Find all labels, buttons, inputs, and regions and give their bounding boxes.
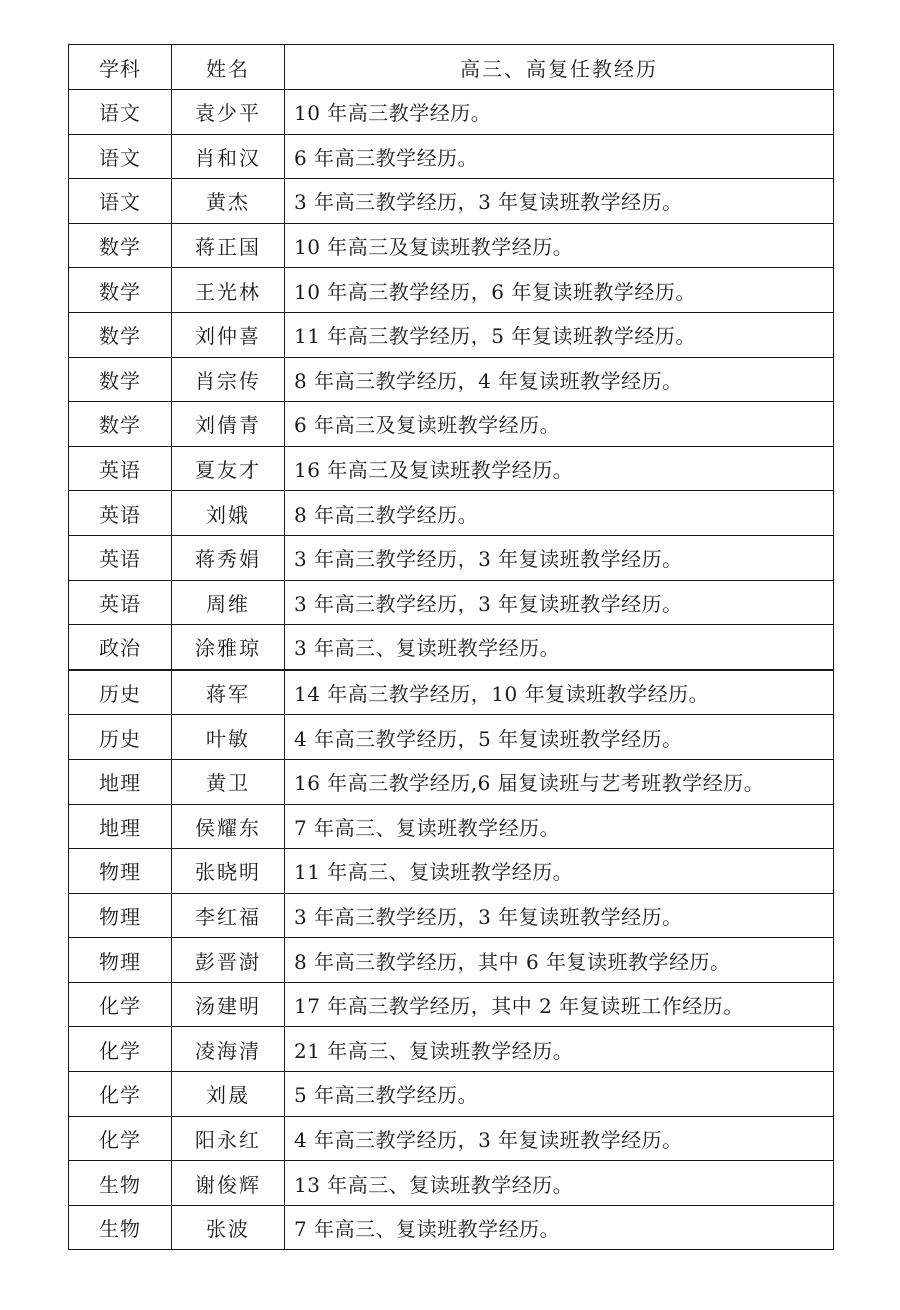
table-row — [69, 134, 834, 179]
cell-name: 袁少平 — [172, 90, 285, 135]
header-row — [69, 45, 834, 90]
table-row — [69, 938, 834, 983]
table-row — [69, 982, 834, 1027]
cell-name: 黄卫 — [172, 759, 285, 804]
cell-name: 刘晟 — [172, 1072, 285, 1117]
cell-subject: 语文 — [69, 179, 172, 224]
cell-subject: 语文 — [69, 90, 172, 135]
cell-experience: 14 年高三教学经历，10 年复读班教学经历。 — [285, 670, 834, 715]
cell-experience: 8 年高三教学经历。 — [285, 491, 834, 536]
table-row — [69, 625, 834, 670]
cell-name: 侯耀东 — [172, 804, 285, 849]
table-row — [69, 1027, 834, 1072]
table-row — [69, 223, 834, 268]
cell-subject: 物理 — [69, 938, 172, 983]
cell-subject: 化学 — [69, 1072, 172, 1117]
cell-experience: 4 年高三教学经历，5 年复读班教学经历。 — [285, 715, 834, 760]
cell-name: 阳永红 — [172, 1116, 285, 1161]
cell-experience: 3 年高三、复读班教学经历。 — [285, 625, 834, 670]
cell-subject: 政治 — [69, 625, 172, 670]
cell-experience: 3 年高三教学经历，3 年复读班教学经历。 — [285, 893, 834, 938]
table-row — [69, 268, 834, 313]
cell-experience: 13 年高三、复读班教学经历。 — [285, 1161, 834, 1206]
cell-experience: 16 年高三及复读班教学经历。 — [285, 446, 834, 491]
cell-experience: 21 年高三、复读班教学经历。 — [285, 1027, 834, 1072]
cell-name: 彭晋澍 — [172, 938, 285, 983]
cell-subject: 历史 — [69, 670, 172, 715]
cell-name: 周维 — [172, 580, 285, 625]
cell-name: 谢俊辉 — [172, 1161, 285, 1206]
cell-name: 凌海清 — [172, 1027, 285, 1072]
cell-subject: 物理 — [69, 849, 172, 894]
cell-name: 李红福 — [172, 893, 285, 938]
cell-subject: 英语 — [69, 535, 172, 580]
table-row — [69, 759, 834, 804]
table-body — [69, 90, 834, 1250]
cell-subject: 语文 — [69, 134, 172, 179]
cell-subject: 数学 — [69, 223, 172, 268]
cell-name: 叶敏 — [172, 715, 285, 760]
table-row — [69, 1072, 834, 1117]
cell-experience: 3 年高三教学经历，3 年复读班教学经历。 — [285, 580, 834, 625]
table-row — [69, 90, 834, 135]
cell-subject: 英语 — [69, 446, 172, 491]
cell-subject: 物理 — [69, 893, 172, 938]
cell-name: 刘仲喜 — [172, 312, 285, 357]
table-row — [69, 715, 834, 760]
cell-subject: 化学 — [69, 1116, 172, 1161]
cell-name: 夏友才 — [172, 446, 285, 491]
cell-name: 涂雅琼 — [172, 625, 285, 670]
cell-subject: 历史 — [69, 715, 172, 760]
teacher-experience-table — [68, 44, 834, 1250]
cell-experience: 16 年高三教学经历,6 届复读班与艺考班教学经历。 — [285, 759, 834, 804]
cell-subject: 数学 — [69, 357, 172, 402]
cell-subject: 地理 — [69, 804, 172, 849]
cell-experience: 6 年高三及复读班教学经历。 — [285, 402, 834, 447]
table-row — [69, 535, 834, 580]
cell-name: 张波 — [172, 1205, 285, 1250]
cell-subject: 化学 — [69, 1027, 172, 1072]
cell-name: 刘倩青 — [172, 402, 285, 447]
cell-experience: 3 年高三教学经历，3 年复读班教学经历。 — [285, 179, 834, 224]
cell-subject: 生物 — [69, 1161, 172, 1206]
table-row — [69, 1161, 834, 1206]
cell-experience: 11 年高三教学经历，5 年复读班教学经历。 — [285, 312, 834, 357]
cell-experience: 3 年高三教学经历，3 年复读班教学经历。 — [285, 535, 834, 580]
header-experience: 高三、高复任教经历 — [285, 45, 834, 90]
cell-subject: 数学 — [69, 268, 172, 313]
header-name: 姓名 — [172, 45, 285, 90]
cell-name: 蒋军 — [172, 670, 285, 715]
cell-experience: 10 年高三教学经历，6 年复读班教学经历。 — [285, 268, 834, 313]
cell-name: 肖和汉 — [172, 134, 285, 179]
table-row — [69, 893, 834, 938]
cell-subject: 化学 — [69, 982, 172, 1027]
cell-name: 黄杰 — [172, 179, 285, 224]
cell-experience: 7 年高三、复读班教学经历。 — [285, 804, 834, 849]
table-row — [69, 670, 834, 715]
cell-experience: 5 年高三教学经历。 — [285, 1072, 834, 1117]
cell-subject: 数学 — [69, 402, 172, 447]
cell-name: 汤建明 — [172, 982, 285, 1027]
cell-name: 肖宗传 — [172, 357, 285, 402]
cell-experience: 17 年高三教学经历，其中 2 年复读班工作经历。 — [285, 982, 834, 1027]
table-row — [69, 1116, 834, 1161]
cell-name: 刘娥 — [172, 491, 285, 536]
cell-subject: 数学 — [69, 312, 172, 357]
table-row — [69, 357, 834, 402]
cell-subject: 英语 — [69, 580, 172, 625]
cell-experience: 7 年高三、复读班教学经历。 — [285, 1205, 834, 1250]
table-row — [69, 312, 834, 357]
cell-experience: 11 年高三、复读班教学经历。 — [285, 849, 834, 894]
table-row — [69, 179, 834, 224]
table-row — [69, 446, 834, 491]
table-row — [69, 804, 834, 849]
cell-experience: 8 年高三教学经历，其中 6 年复读班教学经历。 — [285, 938, 834, 983]
cell-subject: 地理 — [69, 759, 172, 804]
table-row — [69, 849, 834, 894]
cell-subject: 生物 — [69, 1205, 172, 1250]
cell-experience: 10 年高三教学经历。 — [285, 90, 834, 135]
cell-experience: 8 年高三教学经历，4 年复读班教学经历。 — [285, 357, 834, 402]
cell-name: 王光林 — [172, 268, 285, 313]
table-row — [69, 491, 834, 536]
cell-subject: 英语 — [69, 491, 172, 536]
cell-name: 张晓明 — [172, 849, 285, 894]
cell-name: 蒋秀娟 — [172, 535, 285, 580]
table-row — [69, 580, 834, 625]
cell-experience: 10 年高三及复读班教学经历。 — [285, 223, 834, 268]
cell-experience: 4 年高三教学经历，3 年复读班教学经历。 — [285, 1116, 834, 1161]
cell-experience: 6 年高三教学经历。 — [285, 134, 834, 179]
cell-name: 蒋正国 — [172, 223, 285, 268]
table-row — [69, 402, 834, 447]
header-subject: 学科 — [69, 45, 172, 90]
table-row — [69, 1205, 834, 1250]
